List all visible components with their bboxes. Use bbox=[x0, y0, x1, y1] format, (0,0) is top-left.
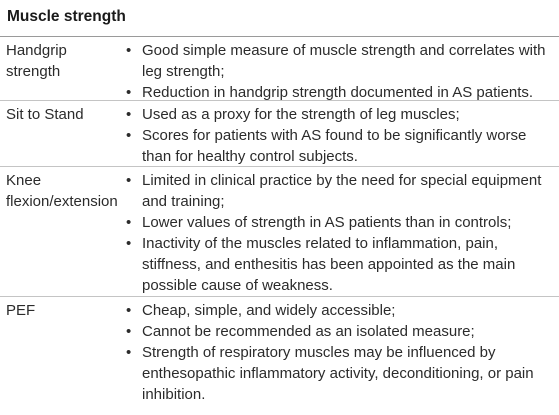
row-label: Sit to Stand bbox=[6, 106, 84, 123]
list-item: • Limited in clinical practice by the need for special equipment and training; bbox=[126, 172, 542, 210]
row-label: PEF bbox=[6, 302, 36, 319]
list-item: • Good simple measure of muscle strength and correlates with leg strength; bbox=[126, 42, 546, 80]
list-item: • Used as a proxy for the strength of leg muscles; bbox=[126, 106, 460, 123]
list-item: • Scores for patients with AS found to be significantly worse than for healthy control subjects. bbox=[126, 127, 527, 165]
bullet-icon: • bbox=[126, 323, 132, 340]
table-header: Muscle strength bbox=[0, 0, 559, 37]
bullet-icon: • bbox=[126, 302, 132, 319]
bullet-icon: • bbox=[126, 42, 132, 59]
list-item: • Strength of respiratory muscles may be influenced by enthesopathic inflammatory activity, deconditioning, or pain inhibition. bbox=[126, 344, 534, 403]
bullet-icon: • bbox=[126, 127, 132, 144]
list-item: • Lower values of strength in AS patients than in controls; bbox=[126, 214, 512, 231]
bullet-icon: • bbox=[126, 214, 132, 231]
bullet-icon: • bbox=[126, 344, 132, 361]
row-label: Handgrip strength bbox=[6, 42, 67, 80]
bullet-list bbox=[116, 37, 559, 101]
bullet-list bbox=[116, 167, 559, 294]
table-row-sit-to-stand bbox=[0, 101, 559, 167]
list-item: • Cannot be recommended as an isolated measure; bbox=[126, 323, 475, 340]
bullet-list bbox=[116, 101, 559, 165]
bullet-list bbox=[116, 297, 559, 409]
list-item: • Cheap, simple, and widely accessible; bbox=[126, 302, 396, 319]
row-label: Knee flexion/extension bbox=[6, 172, 118, 210]
table-row-knee bbox=[0, 167, 559, 297]
list-item: • Inactivity of the muscles related to inflammation, pain, stiffness, and enthesitis has been appointed as the main possible cause of weakness. bbox=[126, 235, 516, 294]
bullet-icon: • bbox=[126, 235, 132, 252]
bullet-icon: • bbox=[126, 84, 132, 101]
bullet-icon: • bbox=[126, 106, 132, 123]
list-item: • Reduction in handgrip strength documented in AS patients. bbox=[126, 84, 534, 101]
bullet-icon: • bbox=[126, 172, 132, 189]
table-row-handgrip bbox=[0, 37, 559, 101]
table-row-pef bbox=[0, 297, 559, 415]
